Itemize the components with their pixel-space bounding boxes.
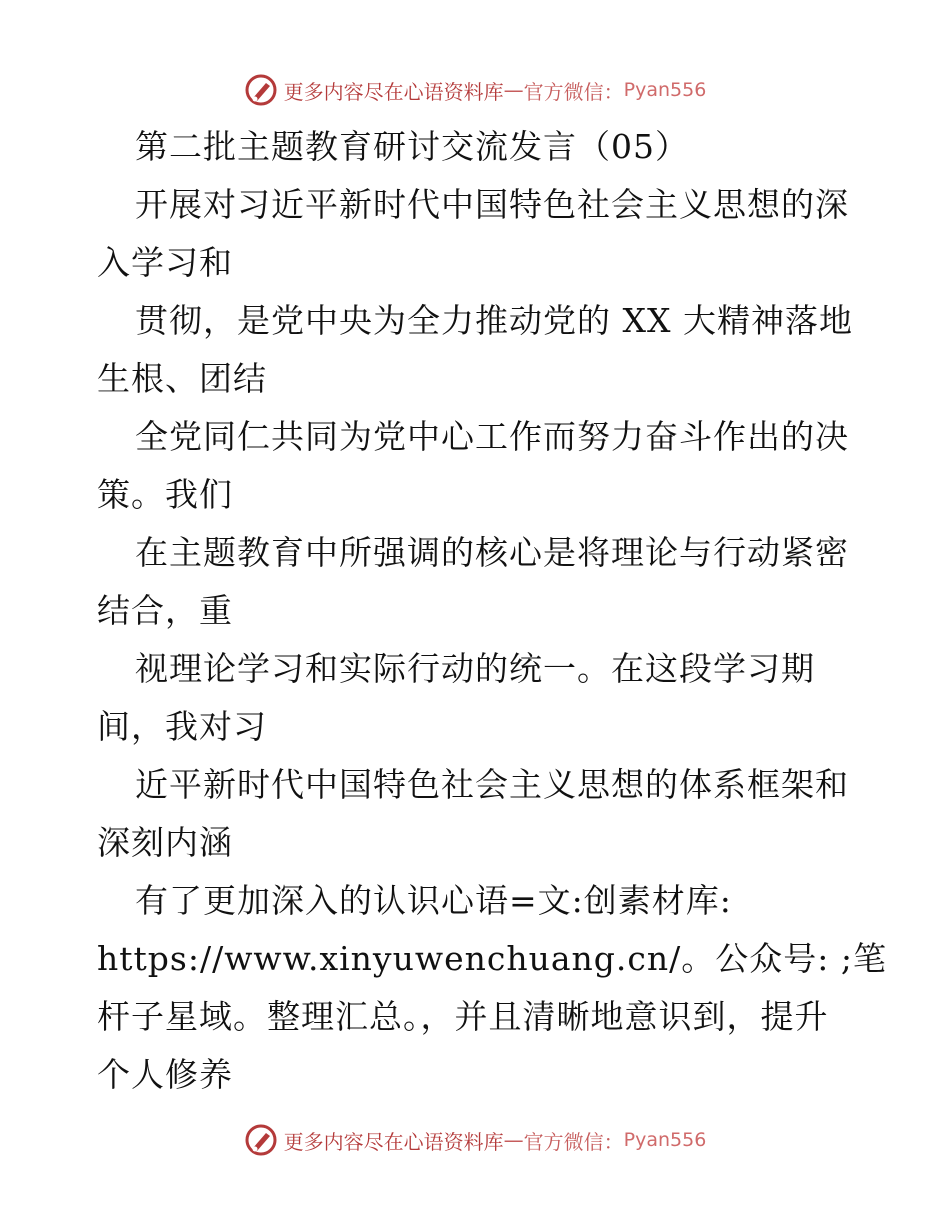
header-watermark	[0, 70, 950, 110]
text-line: 第二批主题教育研讨交流发言（05）	[135, 127, 689, 166]
watermark-dash: —	[503, 1128, 524, 1152]
text-line: 入学习和	[97, 243, 233, 282]
text-line: 近平新时代中国特色社会主义思想的体系框架和	[135, 765, 849, 804]
text-line: 视理论学习和实际行动的统一。在这段学习期	[135, 649, 815, 688]
watermark-sub: 官方微信：	[523, 79, 624, 104]
watermark-main: 更多内容尽在心语资料库	[283, 79, 504, 104]
pen-logo-icon	[244, 73, 278, 107]
pen-logo-icon	[244, 1123, 278, 1157]
watermark-dash: —	[503, 78, 524, 102]
text-line: https://www.xinyuwenchuang.cn/。公众号: ;笔	[97, 939, 887, 978]
text-line: 全党同仁共同为党中心工作而努力奋斗作出的决	[135, 417, 849, 456]
text-line: 在主题教育中所强调的核心是将理论与行动紧密	[135, 533, 849, 572]
text-line: 杆子星域。整理汇总。，并且清晰地意识到，提升	[97, 997, 829, 1036]
watermark-handle: Pyan556	[623, 1129, 707, 1151]
footer-watermark	[0, 1120, 950, 1160]
text-line: 生根、团结	[97, 359, 267, 398]
watermark-sub: 官方微信：	[523, 1129, 624, 1154]
text-line: 策。我们	[97, 475, 233, 514]
text-line: 结合，重	[97, 591, 233, 630]
text-line: 深刻内涵	[97, 823, 233, 862]
text-line: 间，我对习	[97, 707, 267, 746]
document-body	[97, 118, 887, 1104]
watermark-main: 更多内容尽在心语资料库	[283, 1129, 504, 1154]
watermark-handle: Pyan556	[623, 79, 707, 101]
text-line: 个人修养	[97, 1055, 233, 1094]
text-line: 贯彻，是党中央为全力推动党的 XX 大精神落地	[135, 301, 853, 340]
text-line: 有了更加深入的认识心语=文:创素材库:	[135, 881, 732, 920]
text-line: 开展对习近平新时代中国特色社会主义思想的深	[135, 185, 849, 224]
